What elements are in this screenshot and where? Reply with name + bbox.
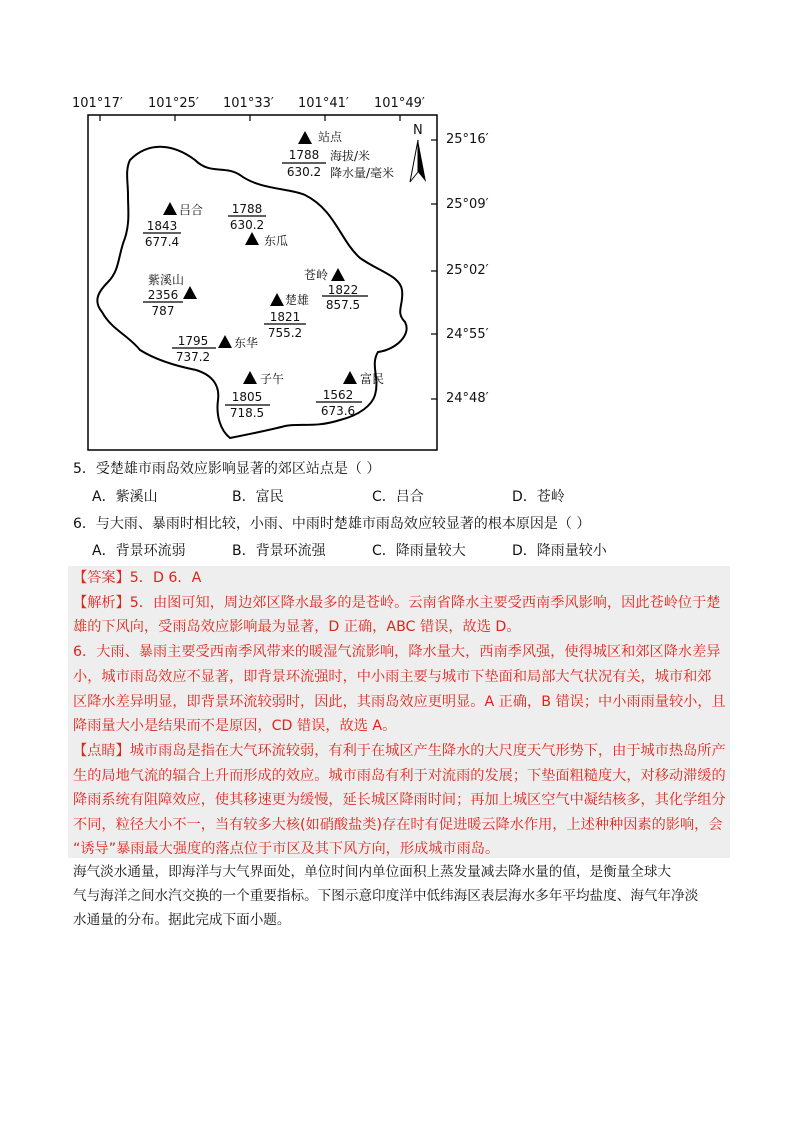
legend-station-triangle (298, 131, 312, 144)
station-name-fumin: 富民 (360, 372, 385, 386)
tip-line: “诱导”暴雨最大强度的落点位于市区及其下风方向，形成城市雨岛。 (73, 841, 500, 857)
analysis-line: 雄的下风向，受雨岛效应影响最为显著，D 正确，ABC 错误，故选 D。 (73, 619, 521, 635)
option: D．苍岭 (512, 489, 565, 505)
legend-precip-label: 降水量/毫米 (330, 166, 395, 180)
tip-line: 【点睛】城市雨岛是指在大气环流较弱，有利于在城区产生降水的大尺度天气形势下，由于城市热岛所产 (73, 743, 726, 759)
question-6-stem: 6．与大雨、暴雨时相比较，小雨、中雨时楚雄市雨岛效应较显著的根本原因是（ ） (73, 516, 591, 532)
top-coord: 101°17′ (72, 96, 123, 111)
station-marker-donghua (218, 335, 232, 348)
station-marker-chuxiong (270, 293, 284, 306)
option: A．紫溪山 (92, 489, 158, 505)
station-precip-ziwu: 718.5 (229, 406, 265, 420)
top-coord: 101°25′ (148, 96, 199, 111)
station-name-donghua: 东华 (234, 336, 259, 350)
intro-line: 海气淡水通量，即海洋与大气界面处，单位时间内单位面积上蒸发量减去降水量的值，是衡量全球大 (73, 864, 672, 880)
answer-line: 【答案】5．D 6．A (73, 570, 202, 586)
precipitation-map (0, 0, 800, 460)
station-elev-luhe: 1843 (146, 219, 178, 233)
top-coord: 101°49′ (374, 96, 425, 111)
top-coord: 101°41′ (298, 96, 349, 111)
legend-elev-label: 海拔/米 (330, 149, 371, 163)
option: C．吕合 (372, 489, 424, 505)
right-coord: 25°09′ (446, 197, 489, 212)
north-arrow-icon (410, 140, 426, 182)
station-precip-cangling: 857.5 (325, 298, 361, 312)
tip-line: 降雨系统有阻障效应，使其移速更为缓慢，延长城区降雨时间；再加上城区空气中凝结核多，其化学组分 (73, 792, 726, 808)
question-5-options (92, 487, 652, 507)
station-elev-cangling: 1822 (327, 283, 359, 297)
station-precip-donggua: 630.2 (229, 218, 265, 232)
station-name-zixishan: 紫溪山 (148, 273, 185, 287)
right-coord: 25°02′ (446, 263, 489, 278)
analysis-line: 小，城市雨岛效应不显著，即背景环流强时，中小雨主要与城市下垫面和局部大气状况有关，城市和郊 (73, 669, 712, 685)
station-elev-fumin: 1562 (322, 388, 354, 402)
intro-line: 水通量的分布。据此完成下面小题。 (73, 912, 291, 928)
station-precip-fumin: 673.6 (320, 404, 356, 418)
analysis-line: 区降水差异明显，即背景环流较弱时，因此，其雨岛效应更明显。A 正确，B 错误；中小雨雨量较小，且 (73, 694, 726, 710)
question-6-options (92, 541, 652, 561)
right-coord: 25°16′ (446, 132, 489, 147)
map-graphic (0, 0, 800, 460)
station-elev-chuxiong: 1821 (269, 310, 301, 324)
station-elev-donghua: 1795 (177, 334, 209, 348)
station-name-ziwu: 子午 (260, 372, 285, 386)
analysis-line: 6．大雨、暴雨主要受西南季风带来的暖湿气流影响，降水量大，西南季风强，使得城区和郊区降水差异 (73, 644, 721, 660)
tip-line: 不同，粒径大小不一，当有较多大核(如硝酸盐类)存在时有促进暖云降水作用，上述种种因素的影响，会 (73, 817, 723, 833)
station-name-cangling: 苍岭 (304, 268, 329, 282)
station-precip-luhe: 677.4 (144, 235, 180, 249)
station-elev-zixishan: 2356 (147, 288, 179, 302)
legend-precip: 630.2 (286, 165, 322, 179)
station-name-donggua: 东瓜 (264, 234, 289, 248)
option: C．降雨量较大 (372, 543, 466, 559)
station-elev-donggua: 1788 (231, 202, 263, 216)
intro-line: 气与海洋之间水汽交换的一个重要指标。下图示意印度洋中低纬海区表层海水多年平均盐度、海气年净淡 (73, 888, 699, 904)
station-precip-zixishan: 787 (151, 304, 175, 318)
top-coord: 101°33′ (223, 96, 274, 111)
legend-station-label: 站点 (318, 130, 343, 144)
tip-line: 生的局地气流的辐合上升而形成的效应。城市雨岛有利于对流雨的发展；下垫面粗糙度大，对移动滞缓的 (73, 768, 726, 784)
station-precip-donghua: 737.2 (175, 350, 211, 364)
option: A．背景环流弱 (92, 543, 186, 559)
north-label: N (413, 123, 423, 138)
analysis-line: 【解析】5．由图可知，周边郊区降水最多的是苍岭。云南省降水主要受西南季风影响，因此苍岭位于楚 (73, 595, 721, 611)
station-marker-donggua (245, 232, 259, 245)
station-marker-fumin (343, 371, 357, 384)
station-name-luhe: 吕合 (179, 203, 204, 217)
question-5-stem: 5．受楚雄市雨岛效应影响显著的郊区站点是（ ） (73, 461, 381, 477)
station-precip-chuxiong: 755.2 (267, 326, 303, 340)
legend-elevation: 1788 (288, 148, 320, 162)
station-name-chuxiong: 楚雄 (285, 293, 310, 307)
option: D．降雨量较小 (512, 543, 607, 559)
option: B．背景环流强 (232, 543, 326, 559)
station-elev-ziwu: 1805 (231, 390, 263, 404)
analysis-line: 降雨量大小是结果而不是原因，CD 错误，故选 A。 (73, 718, 397, 734)
right-coord: 24°55′ (446, 327, 489, 342)
station-marker-ziwu (243, 371, 257, 384)
option: B．富民 (232, 489, 284, 505)
station-marker-cangling (331, 268, 345, 281)
right-coord: 24°48′ (446, 391, 489, 406)
station-marker-luhe (163, 202, 177, 215)
